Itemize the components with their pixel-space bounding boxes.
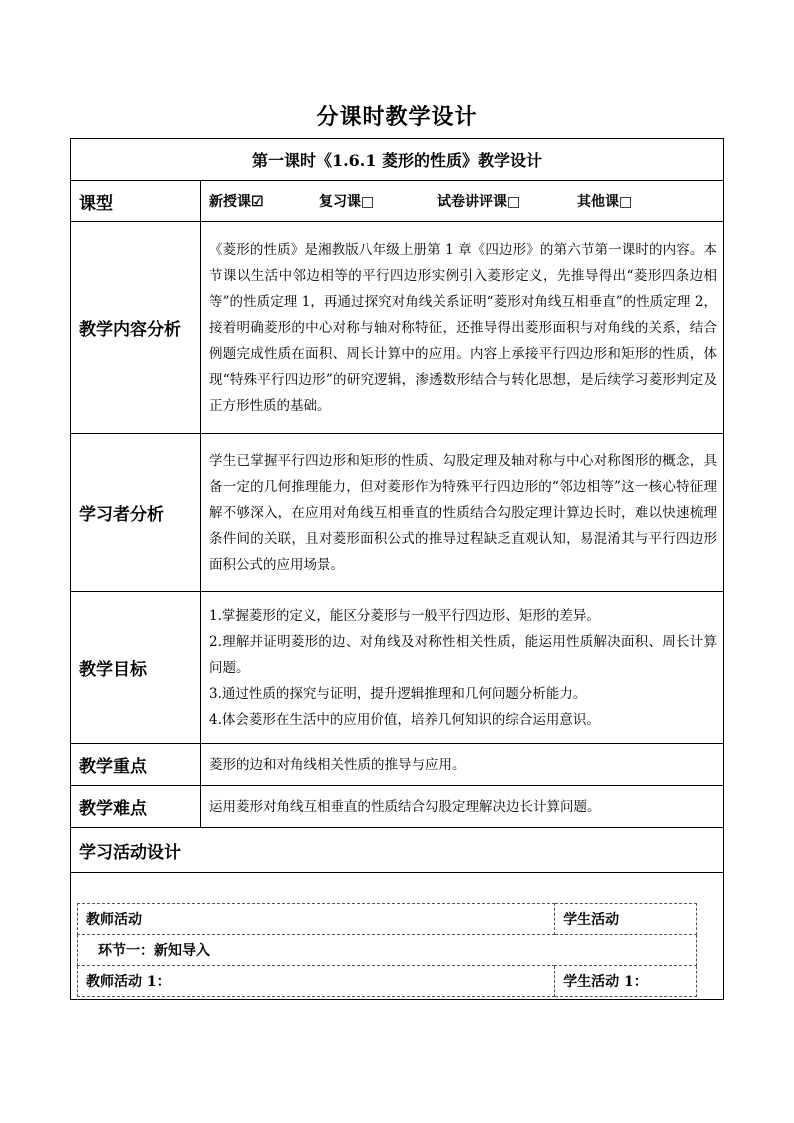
option-new-lesson[interactable]: 新授课☑ bbox=[209, 194, 264, 210]
document-title: 分课时教学设计 bbox=[316, 104, 478, 130]
key-points-label: 教学重点 bbox=[71, 744, 201, 786]
objective-item: 1.掌握菱形的定义，能区分菱形与一般平行四边形、矩形的差异。 bbox=[209, 607, 600, 624]
course-type-label: 课型 bbox=[71, 181, 201, 222]
learner-analysis-text: 学生已掌握平行四边形和矩形的性质、勾股定理及轴对称与中心对称图形的概念，具备一定的几何推理能力，但对菱形作为特殊平行四边形的“邻边相等”这一核心特征理解不够深入，在应用对角线互相垂直的性质结合勾股定理计算边长时，难以快速梳理条件间的关联，且对菱形面积公式的推导过程缺乏直观认知，易混淆其与平行四边形面积公式的应用场景。 bbox=[201, 434, 724, 592]
learner-analysis-label: 学习者分析 bbox=[71, 434, 201, 592]
objective-item: 2.理解并证明菱形的边、对角线及对称性相关性质，能运用性质解决面积、周长计算问题。 bbox=[209, 633, 717, 676]
teacher-activity-header: 教师活动 bbox=[78, 904, 555, 935]
course-type-options bbox=[201, 181, 724, 222]
lesson-design-table bbox=[70, 138, 724, 1000]
difficulties-label: 教学难点 bbox=[71, 786, 201, 828]
activity-design-area bbox=[71, 873, 724, 1000]
option-exam-review-lesson[interactable]: 试卷讲评课□ bbox=[437, 194, 521, 210]
content-analysis-label: 教学内容分析 bbox=[71, 222, 201, 434]
student-activity-header: 学生活动 bbox=[555, 904, 697, 935]
link-one-title: 环节一：新知导入 bbox=[78, 935, 697, 966]
activity-design-label: 学习活动设计 bbox=[71, 828, 724, 873]
option-review-lesson[interactable]: 复习课□ bbox=[319, 194, 375, 210]
activity-table bbox=[77, 903, 697, 997]
objectives-label: 教学目标 bbox=[71, 592, 201, 744]
objectives-list bbox=[201, 592, 724, 744]
student-activity-1[interactable]: 学生活动 1： bbox=[555, 966, 697, 997]
option-other-lesson[interactable]: 其他课□ bbox=[577, 194, 633, 210]
content-analysis-text: 《菱形的性质》是湘教版八年级上册第 1 章《四边形》的第六节第一课时的内容。本节课以生活中邻边相等的平行四边形实例引入菱形定义，先推导得出“菱形四条边相等”的性质定理 1，再通过探究对角线关系证明“菱形对角线互相垂直”的性质定理 2，接着明确菱形的中心对称与轴对称特征，还推导得出菱形面积与对角线的关系，结合例题完成性质在面积、周长计算中的应用。内容上承接平行四边形和矩形的性质，体现“特殊平行四边形”的研究逻辑，渗透数形结合与转化思想，是后续学习菱形判定及正方形性质的基础。 bbox=[201, 222, 724, 434]
objective-item: 4.体会菱形在生活中的应用价值，培养几何知识的综合运用意识。 bbox=[209, 711, 600, 728]
lesson-title: 第一课时《1.6.1 菱形的性质》教学设计 bbox=[71, 139, 724, 181]
key-points-text: 菱形的边和对角线相关性质的推导与应用。 bbox=[201, 744, 724, 786]
teacher-activity-1[interactable]: 教师活动 1： bbox=[78, 966, 555, 997]
difficulties-text: 运用菱形对角线互相垂直的性质结合勾股定理解决边长计算问题。 bbox=[201, 786, 724, 828]
objective-item: 3.通过性质的探究与证明，提升逻辑推理和几何问题分析能力。 bbox=[209, 685, 587, 702]
